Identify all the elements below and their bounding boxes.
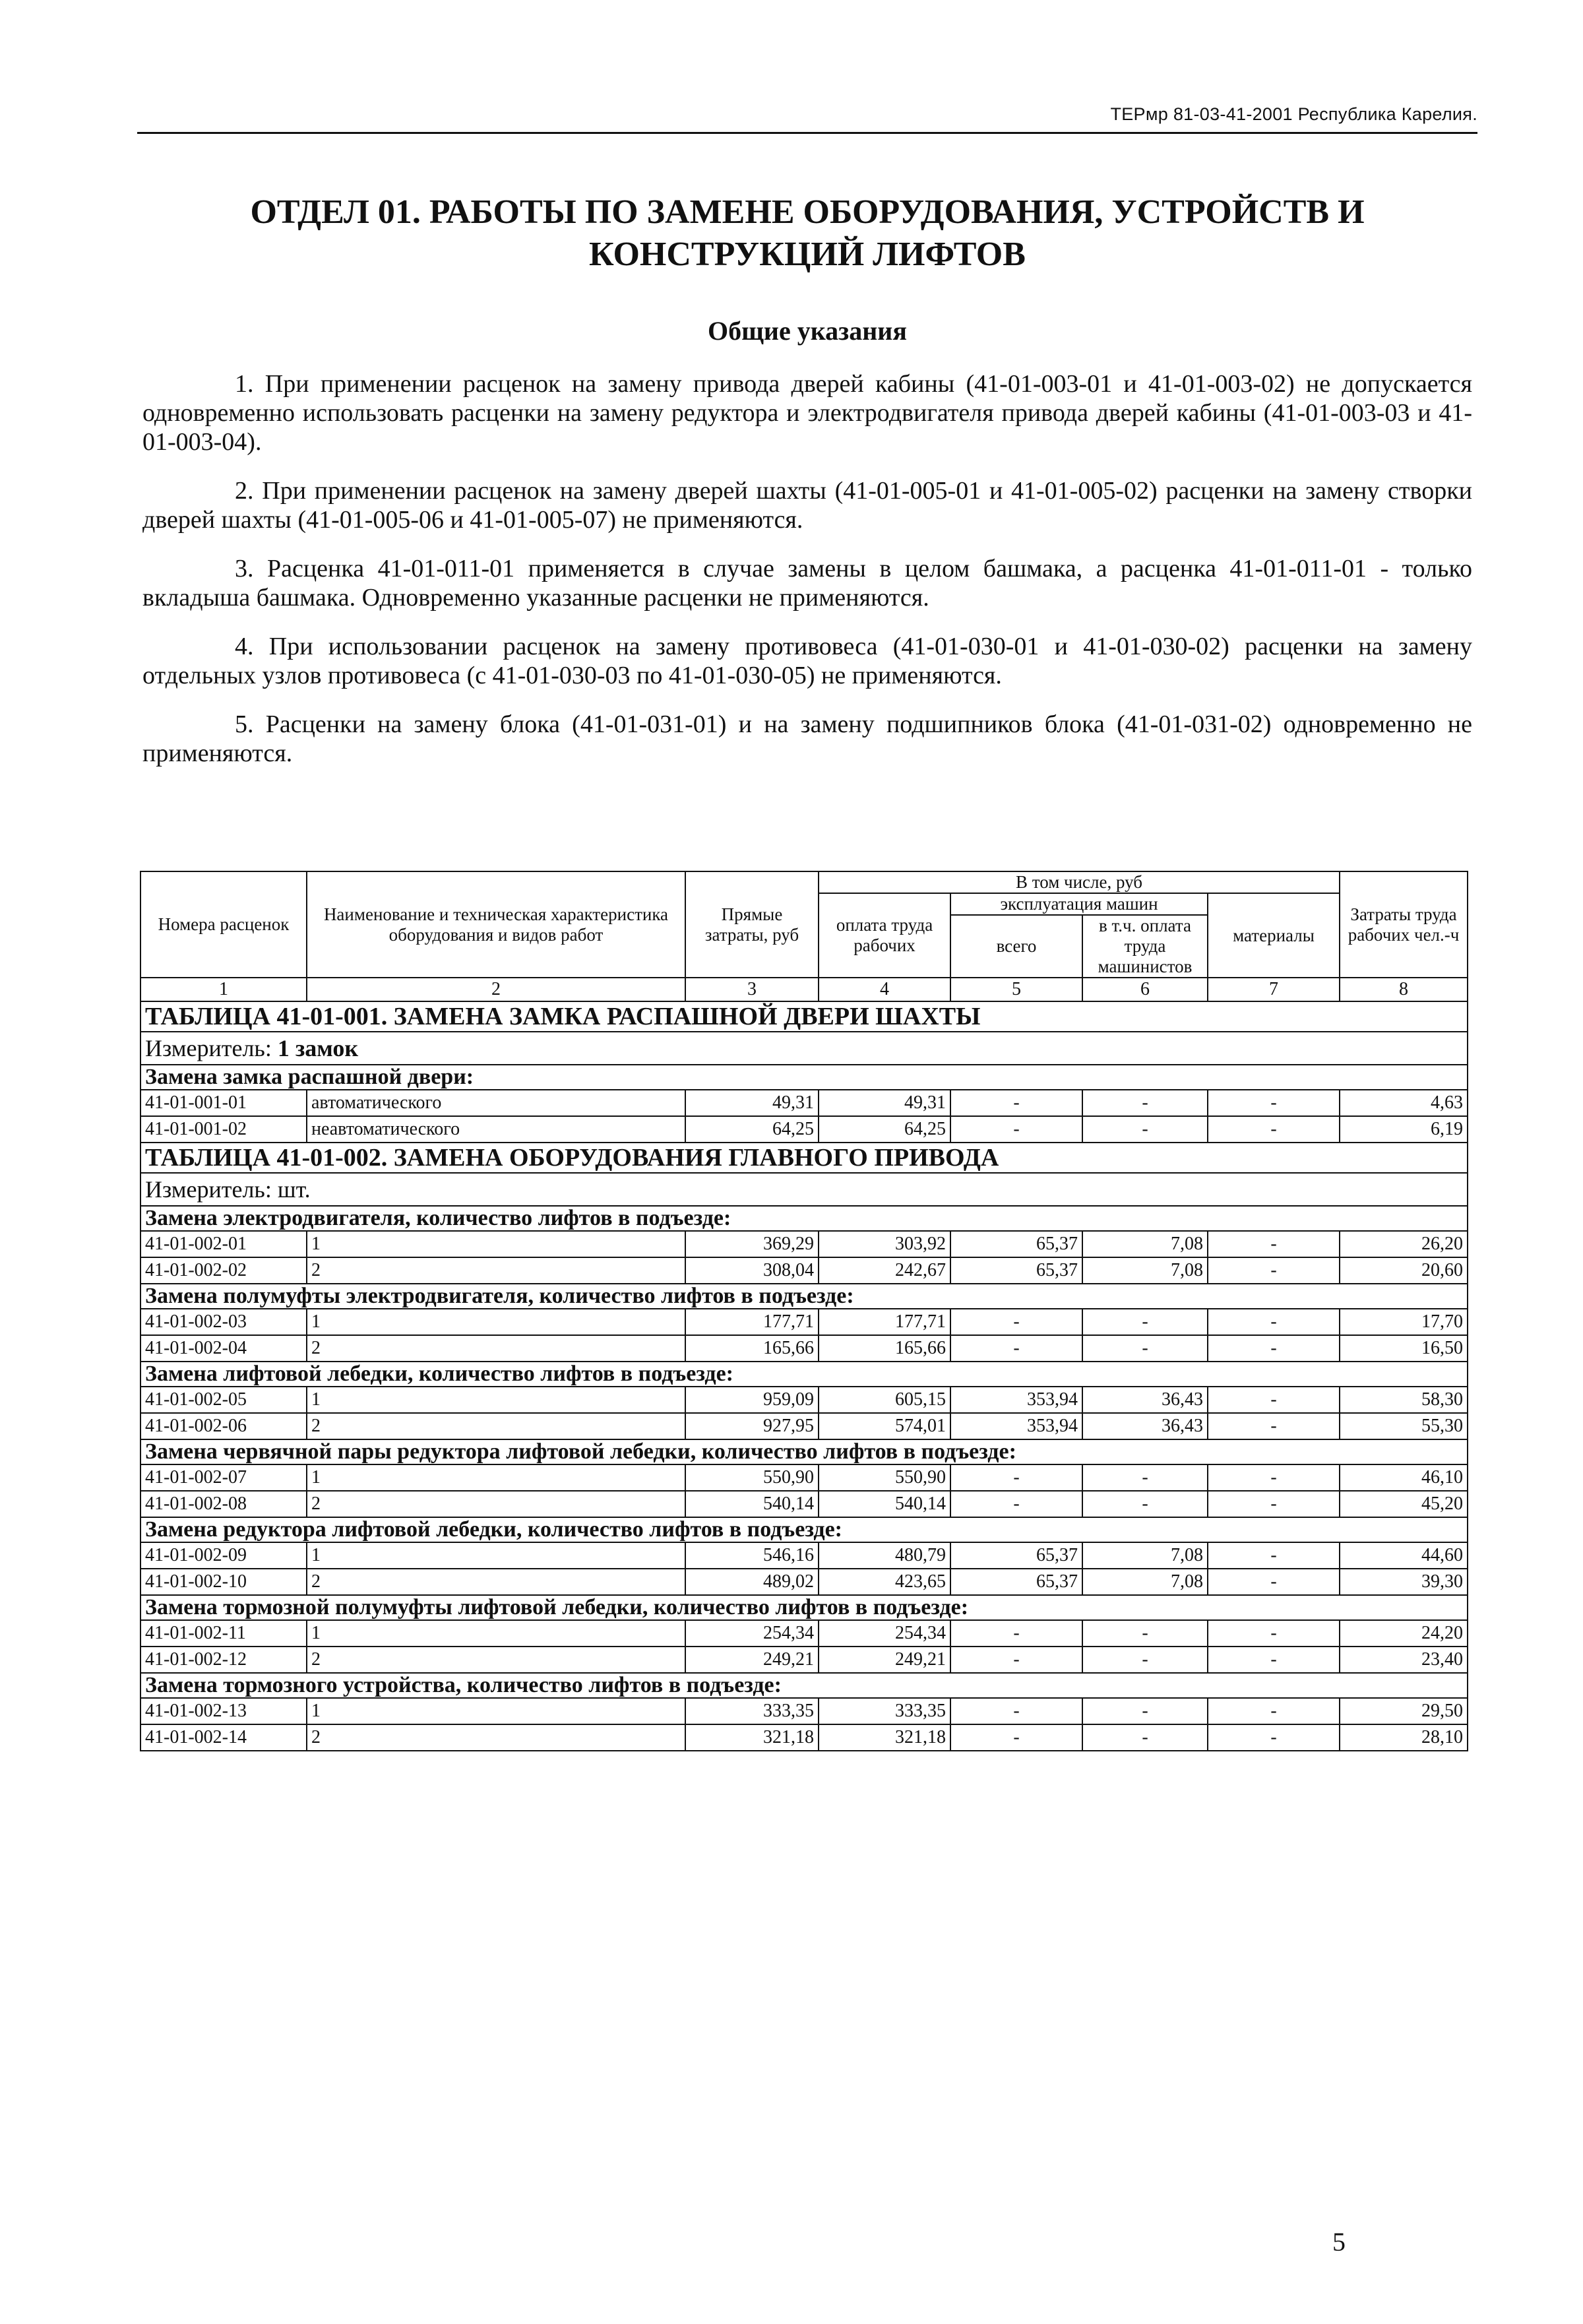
work-name: 1 bbox=[307, 1464, 685, 1491]
rate-code: 41-01-002-09 bbox=[140, 1542, 307, 1569]
table-title-row bbox=[140, 1143, 1468, 1173]
group-heading-row bbox=[140, 1362, 1468, 1387]
group-heading-row bbox=[140, 1206, 1468, 1231]
header-including: В том числе, руб bbox=[819, 871, 1340, 893]
labor-hours: 23,40 bbox=[1340, 1647, 1468, 1673]
machine-costs: 353,94 bbox=[950, 1413, 1082, 1439]
direct-costs: 927,95 bbox=[685, 1413, 819, 1439]
measure-unit-label: Измеритель: bbox=[145, 1176, 278, 1203]
machinist-pay: - bbox=[1082, 1698, 1208, 1724]
group-heading: Замена редуктора лифтовой лебедки, количество лифтов в подъезде: bbox=[140, 1517, 1468, 1542]
instruction-paragraph: 4. При использовании расценок на замену противовеса (41-01-030-01 и 41-01-030-02) расценки на замену отдельных узлов противовеса (с 41-01-030-03 по 41-01-030-05) не применяются. bbox=[142, 633, 1472, 689]
column-number: 8 bbox=[1340, 978, 1468, 1001]
header-materials: материалы bbox=[1208, 893, 1340, 978]
direct-costs: 321,18 bbox=[685, 1724, 819, 1751]
materials: - bbox=[1208, 1090, 1340, 1116]
table-title: ТАБЛИЦА 41-01-002. ЗАМЕНА ОБОРУДОВАНИЯ ГЛАВНОГО ПРИВОДА bbox=[140, 1143, 1468, 1173]
labor-pay: 249,21 bbox=[819, 1647, 950, 1673]
labor-hours: 55,30 bbox=[1340, 1413, 1468, 1439]
group-heading-row bbox=[140, 1065, 1468, 1090]
labor-hours: 24,20 bbox=[1340, 1620, 1468, 1647]
labor-pay: 574,01 bbox=[819, 1413, 950, 1439]
work-name: 2 bbox=[307, 1647, 685, 1673]
work-name: 2 bbox=[307, 1335, 685, 1362]
materials: - bbox=[1208, 1542, 1340, 1569]
table-row bbox=[140, 1724, 1468, 1751]
column-number: 4 bbox=[819, 978, 950, 1001]
labor-hours: 20,60 bbox=[1340, 1257, 1468, 1284]
table-row bbox=[140, 1620, 1468, 1647]
page-number: 5 bbox=[1332, 2227, 1346, 2257]
table-row bbox=[140, 1464, 1468, 1491]
materials: - bbox=[1208, 1231, 1340, 1257]
group-heading-row bbox=[140, 1673, 1468, 1698]
materials: - bbox=[1208, 1698, 1340, 1724]
column-number: 2 bbox=[307, 978, 685, 1001]
direct-costs: 308,04 bbox=[685, 1257, 819, 1284]
rate-code: 41-01-002-12 bbox=[140, 1647, 307, 1673]
header-labor-pay: оплата труда рабочих bbox=[819, 893, 950, 978]
work-name: 1 bbox=[307, 1698, 685, 1724]
instruction-paragraph: 2. При применении расценок на замену дверей шахты (41-01-005-01 и 41-01-005-02) расценки на замену створки дверей шахты (41-01-005-06 и 41-01-005-07) не применяются. bbox=[142, 477, 1472, 534]
rate-code: 41-01-002-10 bbox=[140, 1569, 307, 1595]
labor-pay: 550,90 bbox=[819, 1464, 950, 1491]
table-row bbox=[140, 1257, 1468, 1284]
machinist-pay: 36,43 bbox=[1082, 1413, 1208, 1439]
materials: - bbox=[1208, 1569, 1340, 1595]
header-codes: Номера расценок bbox=[140, 871, 307, 978]
work-name: 1 bbox=[307, 1620, 685, 1647]
materials: - bbox=[1208, 1724, 1340, 1751]
work-name: 1 bbox=[307, 1542, 685, 1569]
instruction-paragraph: 5. Расценки на замену блока (41-01-031-01) и на замену подшипников блока (41-01-031-02) одновременно не применяются. bbox=[142, 710, 1472, 767]
header-machine-operation: эксплуатация машин bbox=[950, 893, 1208, 915]
rate-code: 41-01-002-04 bbox=[140, 1335, 307, 1362]
column-number: 3 bbox=[685, 978, 819, 1001]
machine-costs: 65,37 bbox=[950, 1542, 1082, 1569]
machine-costs: - bbox=[950, 1309, 1082, 1335]
work-name: 2 bbox=[307, 1569, 685, 1595]
section-title bbox=[137, 191, 1477, 276]
labor-hours: 16,50 bbox=[1340, 1335, 1468, 1362]
measure-unit bbox=[140, 1173, 1468, 1206]
machine-costs: - bbox=[950, 1090, 1082, 1116]
labor-hours: 6,19 bbox=[1340, 1116, 1468, 1143]
labor-hours: 26,20 bbox=[1340, 1231, 1468, 1257]
labor-hours: 58,30 bbox=[1340, 1387, 1468, 1413]
header-direct-costs: Прямые затраты, руб bbox=[685, 871, 819, 978]
labor-pay: 242,67 bbox=[819, 1257, 950, 1284]
direct-costs: 546,16 bbox=[685, 1542, 819, 1569]
group-heading-row bbox=[140, 1284, 1468, 1309]
machine-costs: - bbox=[950, 1116, 1082, 1143]
direct-costs: 49,31 bbox=[685, 1090, 819, 1116]
rate-code: 41-01-002-06 bbox=[140, 1413, 307, 1439]
column-number: 5 bbox=[950, 978, 1082, 1001]
direct-costs: 550,90 bbox=[685, 1464, 819, 1491]
machine-costs: - bbox=[950, 1724, 1082, 1751]
table-title-row bbox=[140, 1001, 1468, 1032]
materials: - bbox=[1208, 1464, 1340, 1491]
rate-code: 41-01-002-11 bbox=[140, 1620, 307, 1647]
header-rule bbox=[137, 132, 1477, 134]
rates-table-body bbox=[140, 1001, 1468, 1751]
direct-costs: 254,34 bbox=[685, 1620, 819, 1647]
direct-costs: 540,14 bbox=[685, 1491, 819, 1517]
general-instructions bbox=[142, 369, 1472, 788]
group-heading-row bbox=[140, 1517, 1468, 1542]
machinist-pay: 7,08 bbox=[1082, 1257, 1208, 1284]
direct-costs: 165,66 bbox=[685, 1335, 819, 1362]
direct-costs: 249,21 bbox=[685, 1647, 819, 1673]
machine-costs: 65,37 bbox=[950, 1257, 1082, 1284]
labor-pay: 49,31 bbox=[819, 1090, 950, 1116]
column-number: 7 bbox=[1208, 978, 1340, 1001]
machinist-pay: - bbox=[1082, 1309, 1208, 1335]
labor-pay: 303,92 bbox=[819, 1231, 950, 1257]
rate-code: 41-01-002-03 bbox=[140, 1309, 307, 1335]
group-heading: Замена электродвигателя, количество лифтов в подъезде: bbox=[140, 1206, 1468, 1231]
materials: - bbox=[1208, 1309, 1340, 1335]
group-heading-row bbox=[140, 1595, 1468, 1620]
direct-costs: 64,25 bbox=[685, 1116, 819, 1143]
labor-pay: 254,34 bbox=[819, 1620, 950, 1647]
labor-pay: 423,65 bbox=[819, 1569, 950, 1595]
work-name: 2 bbox=[307, 1257, 685, 1284]
instruction-paragraph: 1. При применении расценок на замену привода дверей кабины (41-01-003-01 и 41-01-003-02) не допускается одновременно использовать расценки на замену редуктора и электродвигателя привода дверей кабины (41-01-003-03 и 41-01-003-04). bbox=[142, 370, 1472, 456]
header-labor-costs: Затраты труда рабочих чел.-ч bbox=[1340, 871, 1468, 978]
measure-unit-value: шт. bbox=[277, 1176, 311, 1203]
rate-code: 41-01-001-02 bbox=[140, 1116, 307, 1143]
machine-costs: - bbox=[950, 1464, 1082, 1491]
labor-pay: 333,35 bbox=[819, 1698, 950, 1724]
work-name: 1 bbox=[307, 1387, 685, 1413]
labor-pay: 165,66 bbox=[819, 1335, 950, 1362]
labor-pay: 321,18 bbox=[819, 1724, 950, 1751]
materials: - bbox=[1208, 1257, 1340, 1284]
machinist-pay: - bbox=[1082, 1724, 1208, 1751]
machine-costs: - bbox=[950, 1620, 1082, 1647]
labor-hours: 28,10 bbox=[1340, 1724, 1468, 1751]
direct-costs: 959,09 bbox=[685, 1387, 819, 1413]
direct-costs: 177,71 bbox=[685, 1309, 819, 1335]
table-row bbox=[140, 1116, 1468, 1143]
table-row bbox=[140, 1090, 1468, 1116]
labor-hours: 45,20 bbox=[1340, 1491, 1468, 1517]
labor-hours: 29,50 bbox=[1340, 1698, 1468, 1724]
table-row bbox=[140, 1647, 1468, 1673]
rate-code: 41-01-002-07 bbox=[140, 1464, 307, 1491]
table-row bbox=[140, 1542, 1468, 1569]
machinist-pay: - bbox=[1082, 1491, 1208, 1517]
labor-hours: 17,70 bbox=[1340, 1309, 1468, 1335]
materials: - bbox=[1208, 1116, 1340, 1143]
group-heading: Замена полумуфты электродвигателя, количество лифтов в подъезде: bbox=[140, 1284, 1468, 1309]
document-reference: ТЕРмр 81-03-41-2001 Республика Карелия. bbox=[1110, 104, 1477, 124]
labor-pay: 605,15 bbox=[819, 1387, 950, 1413]
rate-code: 41-01-002-08 bbox=[140, 1491, 307, 1517]
group-heading-row bbox=[140, 1439, 1468, 1464]
labor-pay: 64,25 bbox=[819, 1116, 950, 1143]
table-title: ТАБЛИЦА 41-01-001. ЗАМЕНА ЗАМКА РАСПАШНОЙ ДВЕРИ ШАХТЫ bbox=[140, 1001, 1468, 1032]
machinist-pay: 7,08 bbox=[1082, 1542, 1208, 1569]
work-name: неавтоматического bbox=[307, 1116, 685, 1143]
column-number: 6 bbox=[1082, 978, 1208, 1001]
measure-unit-value: 1 замок bbox=[277, 1035, 359, 1061]
labor-hours: 4,63 bbox=[1340, 1090, 1468, 1116]
measure-unit bbox=[140, 1032, 1468, 1065]
machine-costs: 65,37 bbox=[950, 1231, 1082, 1257]
work-name: 2 bbox=[307, 1491, 685, 1517]
machinist-pay: - bbox=[1082, 1116, 1208, 1143]
direct-costs: 489,02 bbox=[685, 1569, 819, 1595]
rates-table bbox=[140, 871, 1468, 1751]
instruction-paragraph: 3. Расценка 41-01-011-01 применяется в случае замены в целом башмака, а расценка 41-01-011-01 - только вкладыша башмака. Одновременно указанные расценки не применяются. bbox=[142, 555, 1472, 612]
header-name: Наименование и техническая характеристика оборудования и видов работ bbox=[307, 871, 685, 978]
materials: - bbox=[1208, 1387, 1340, 1413]
machinist-pay: 7,08 bbox=[1082, 1569, 1208, 1595]
labor-hours: 39,30 bbox=[1340, 1569, 1468, 1595]
table-row bbox=[140, 1231, 1468, 1257]
table-row bbox=[140, 1309, 1468, 1335]
header-machinist-pay: в т.ч. оплата труда машинистов bbox=[1082, 915, 1208, 978]
general-instructions-heading: Общие указания bbox=[708, 316, 907, 346]
column-numbers-row bbox=[140, 978, 1468, 1001]
machinist-pay: - bbox=[1082, 1620, 1208, 1647]
measure-unit-label: Измеритель: bbox=[145, 1035, 278, 1061]
machine-costs: - bbox=[950, 1698, 1082, 1724]
table-row bbox=[140, 1698, 1468, 1724]
table-row bbox=[140, 1491, 1468, 1517]
section-title-line-1: ОТДЕЛ 01. РАБОТЫ ПО ЗАМЕНЕ ОБОРУДОВАНИЯ, УСТРОЙСТВ И bbox=[250, 193, 1365, 231]
group-heading: Замена червячной пары редуктора лифтовой лебедки, количество лифтов в подъезде: bbox=[140, 1439, 1468, 1464]
table-row bbox=[140, 1387, 1468, 1413]
machinist-pay: - bbox=[1082, 1647, 1208, 1673]
machine-costs: - bbox=[950, 1647, 1082, 1673]
labor-pay: 480,79 bbox=[819, 1542, 950, 1569]
work-name: 2 bbox=[307, 1413, 685, 1439]
group-heading: Замена тормозного устройства, количество лифтов в подъезде: bbox=[140, 1673, 1468, 1698]
materials: - bbox=[1208, 1413, 1340, 1439]
section-title-line-2: КОНСТРУКЦИЙ ЛИФТОВ bbox=[589, 236, 1026, 273]
table-row bbox=[140, 1413, 1468, 1439]
materials: - bbox=[1208, 1647, 1340, 1673]
rates-table-header bbox=[140, 871, 1468, 1001]
machine-costs: - bbox=[950, 1491, 1082, 1517]
work-name: 1 bbox=[307, 1231, 685, 1257]
rate-code: 41-01-002-02 bbox=[140, 1257, 307, 1284]
column-number: 1 bbox=[140, 978, 307, 1001]
machinist-pay: - bbox=[1082, 1335, 1208, 1362]
group-heading: Замена замка распашной двери: bbox=[140, 1065, 1468, 1090]
work-name: 1 bbox=[307, 1309, 685, 1335]
group-heading: Замена лифтовой лебедки, количество лифтов в подъезде: bbox=[140, 1362, 1468, 1387]
table-unit-row bbox=[140, 1173, 1468, 1206]
machinist-pay: 7,08 bbox=[1082, 1231, 1208, 1257]
rate-code: 41-01-001-01 bbox=[140, 1090, 307, 1116]
labor-hours: 46,10 bbox=[1340, 1464, 1468, 1491]
labor-hours: 44,60 bbox=[1340, 1542, 1468, 1569]
table-row bbox=[140, 1335, 1468, 1362]
machinist-pay: 36,43 bbox=[1082, 1387, 1208, 1413]
machinist-pay: - bbox=[1082, 1464, 1208, 1491]
rate-code: 41-01-002-01 bbox=[140, 1231, 307, 1257]
direct-costs: 369,29 bbox=[685, 1231, 819, 1257]
direct-costs: 333,35 bbox=[685, 1698, 819, 1724]
table-row bbox=[140, 1569, 1468, 1595]
labor-pay: 177,71 bbox=[819, 1309, 950, 1335]
rate-code: 41-01-002-05 bbox=[140, 1387, 307, 1413]
rate-code: 41-01-002-13 bbox=[140, 1698, 307, 1724]
machinist-pay: - bbox=[1082, 1090, 1208, 1116]
header-machines-total: всего bbox=[950, 915, 1082, 978]
materials: - bbox=[1208, 1491, 1340, 1517]
machine-costs: 353,94 bbox=[950, 1387, 1082, 1413]
materials: - bbox=[1208, 1620, 1340, 1647]
machine-costs: 65,37 bbox=[950, 1569, 1082, 1595]
group-heading: Замена тормозной полумуфты лифтовой лебедки, количество лифтов в подъезде: bbox=[140, 1595, 1468, 1620]
machine-costs: - bbox=[950, 1335, 1082, 1362]
rate-code: 41-01-002-14 bbox=[140, 1724, 307, 1751]
labor-pay: 540,14 bbox=[819, 1491, 950, 1517]
materials: - bbox=[1208, 1335, 1340, 1362]
table-unit-row bbox=[140, 1032, 1468, 1065]
work-name: 2 bbox=[307, 1724, 685, 1751]
work-name: автоматического bbox=[307, 1090, 685, 1116]
